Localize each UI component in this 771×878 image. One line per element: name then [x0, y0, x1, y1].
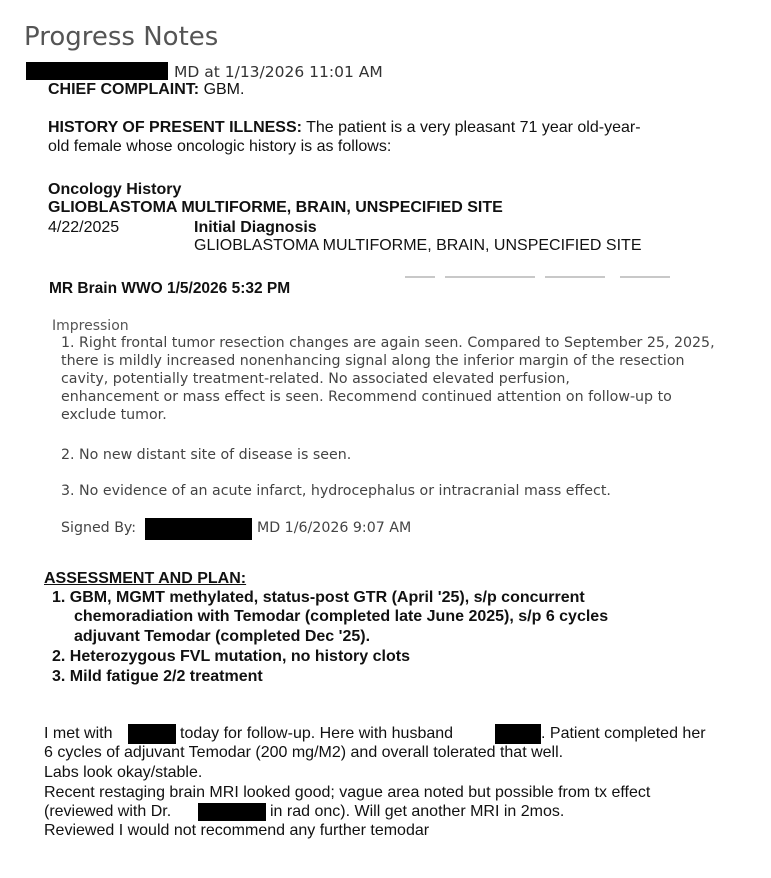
assessment-item-1-line-1: 1. GBM, MGMT methylated, status-post GTR (April '25), s/p concurrent [52, 589, 585, 606]
narrative-line-1c: . Patient completed her [541, 725, 706, 742]
impression-item-1-line-2: there is mildly increased nonenhancing signal along the inferior margin of the resection [61, 353, 685, 369]
chief-complaint-value: GBM. [203, 81, 245, 98]
redacted-author-name [26, 62, 168, 80]
narrative-line-5a: (reviewed with Dr. [44, 803, 172, 820]
oncology-heading: Oncology History [48, 181, 182, 198]
impression-item-3: 3. No evidence of an acute infarct, hydrocephalus or intracranial mass effect. [61, 483, 611, 499]
oncology-date: 4/22/2025 [48, 219, 120, 236]
hpi-line-1 [48, 119, 641, 137]
narrative-line-1a: I met with [44, 725, 113, 742]
signed-by-label: Signed By: [61, 520, 137, 536]
hpi-label: HISTORY OF PRESENT ILLNESS: [48, 119, 302, 136]
impression-item-1-line-4: enhancement or mass effect is seen. Recommend continued attention on follow-up to [61, 389, 672, 405]
chief-complaint-label: CHIEF COMPLAINT: [48, 81, 200, 98]
mri-title: MR Brain WWO 1/5/2026 5:32 PM [49, 280, 291, 297]
impression-label: Impression [52, 318, 129, 334]
impression-item-2: 2. No new distant site of disease is seen. [61, 447, 352, 463]
narrative-line-3: Labs look okay/stable. [44, 764, 203, 781]
redacted-doctor-name [198, 803, 266, 821]
faint-cutoff-text [360, 276, 680, 282]
chief-complaint [48, 81, 244, 99]
hpi-line-2: old female whose oncologic history is as follows: [48, 138, 392, 155]
oncology-event-detail: GLIOBLASTOMA MULTIFORME, BRAIN, UNSPECIFIED SITE [194, 237, 642, 254]
author-timestamp: MD at 1/13/2026 11:01 AM [174, 63, 383, 81]
impression-item-1-line-3: cavity, potentially treatment-related. No associated elevated perfusion, [61, 371, 570, 387]
oncology-diagnosis: GLIOBLASTOMA MULTIFORME, BRAIN, UNSPECIFIED SITE [48, 199, 503, 216]
oncology-event: Initial Diagnosis [194, 219, 317, 236]
assessment-item-2: 2. Heterozygous FVL mutation, no history clots [52, 648, 410, 665]
narrative-line-4: Recent restaging brain MRI looked good; vague area noted but possible from tx effect [44, 784, 651, 801]
redacted-signer-name [145, 518, 252, 540]
narrative-line-5b: in rad onc). Will get another MRI in 2mos. [270, 803, 565, 820]
assessment-item-1-line-3: adjuvant Temodar (completed Dec '25). [74, 628, 371, 645]
narrative-line-6: Reviewed I would not recommend any further temodar [44, 822, 430, 839]
redacted-husband-name [495, 724, 541, 744]
assessment-heading: ASSESSMENT AND PLAN: [44, 570, 247, 587]
assessment-item-1-line-2: chemoradiation with Temodar (completed late June 2025), s/p 6 cycles [74, 608, 609, 625]
impression-item-1-line-5: exclude tumor. [61, 407, 167, 423]
redacted-patient-name [128, 724, 176, 744]
signed-by-value: MD 1/6/2026 9:07 AM [257, 520, 412, 536]
assessment-item-3: 3. Mild fatigue 2/2 treatment [52, 668, 263, 685]
page-title: Progress Notes [24, 22, 219, 52]
hpi-text-1: The patient is a very pleasant 71 year old-year- [306, 119, 641, 136]
narrative-line-1b: today for follow-up. Here with husband [180, 725, 454, 742]
narrative-line-2: 6 cycles of adjuvant Temodar (200 mg/M2) and overall tolerated that well. [44, 744, 564, 761]
impression-item-1-line-1: 1. Right frontal tumor resection changes are again seen. Compared to September 25, 2025, [61, 335, 715, 351]
